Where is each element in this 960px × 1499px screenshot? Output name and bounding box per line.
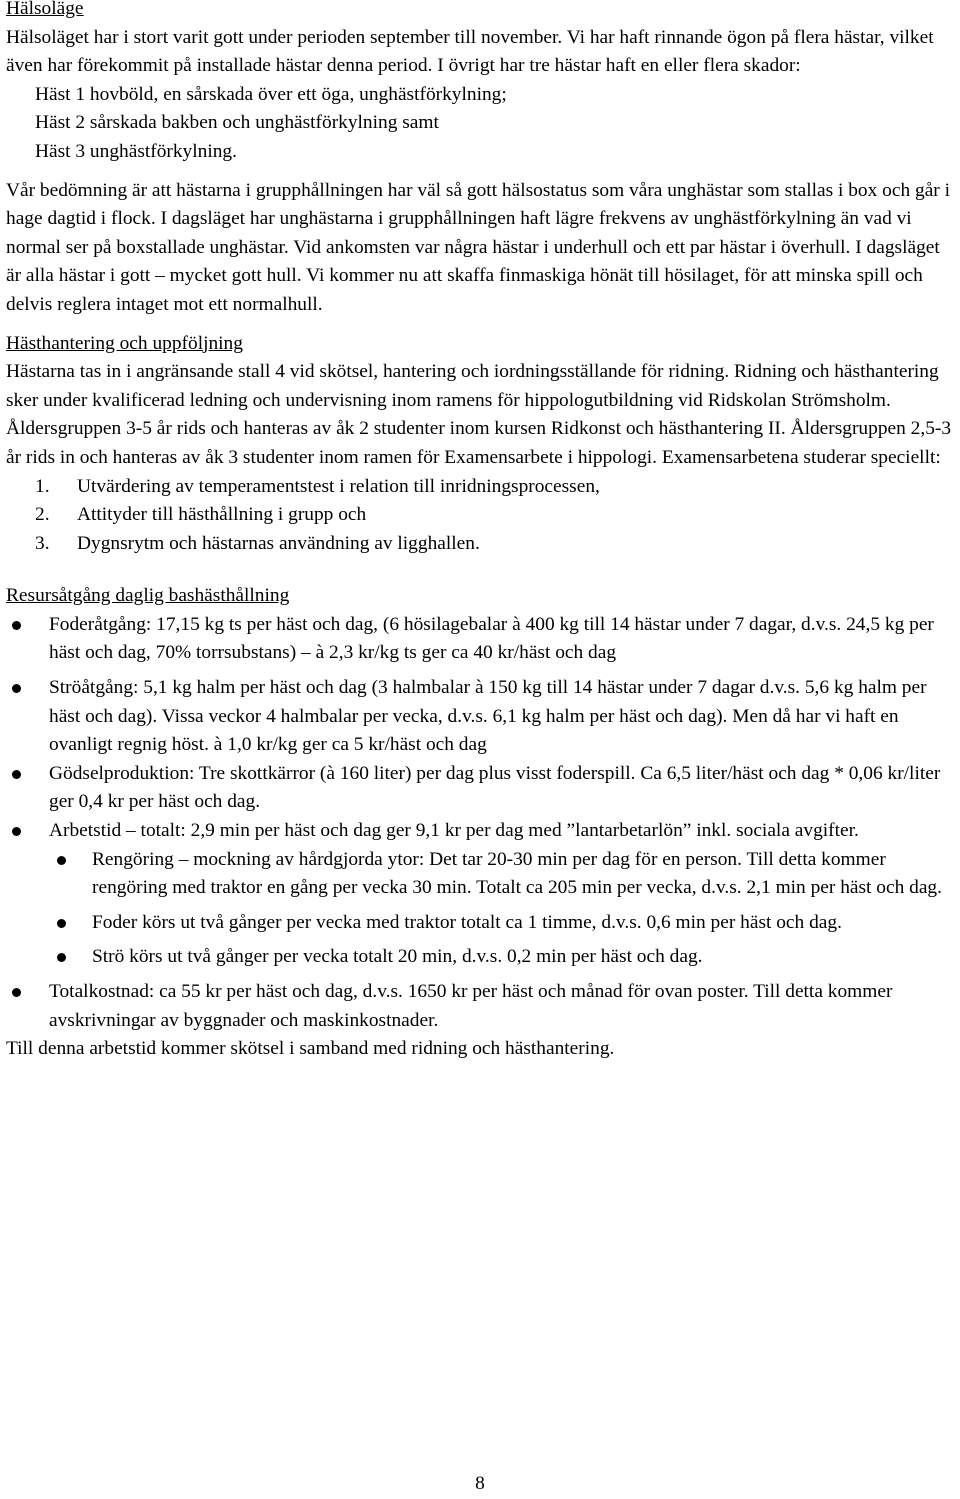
list-item-number: 3. (35, 532, 50, 554)
bullet-item-arbetstid (6, 817, 956, 972)
bullet-icon (12, 684, 21, 693)
bullet-icon (57, 919, 66, 928)
document-page (6, 0, 956, 1064)
halsolage-intro: Hälsoläget har i stort varit gott under perioden september till november. Vi har haft rinnande ögon på flera hästar, vilket även har förekommit på installade hästar denna period. I övrigt har tre hästar haft en eller flera skador: (6, 26, 934, 77)
sub-bullet-text: Strö körs ut två gånger per vecka totalt 20 min, d.v.s. 0,2 min per häst och dag. (92, 946, 703, 968)
list-item (6, 473, 956, 502)
section-heading-hasthantering: Hästhantering och uppföljning (6, 332, 243, 354)
sub-bullet-item-rengoring (49, 846, 956, 903)
bullet-icon (12, 770, 21, 779)
bullet-icon (12, 621, 21, 630)
list-item (6, 530, 956, 559)
bullet-icon (12, 988, 21, 997)
list-item (6, 501, 956, 530)
section-heading-halsolage: Hälsoläge (6, 0, 84, 19)
horse-line-1: Häst 1 hovböld, en sårskada över ett öga, unghästförkylning; (35, 83, 507, 105)
list-item-number: 1. (35, 475, 50, 497)
list-item-text: Dygnsrytm och hästarnas användning av ligghallen. (77, 532, 480, 554)
page-number: 8 (475, 1473, 485, 1494)
sub-bullet-text: Foder körs ut två gånger per vecka med traktor totalt ca 1 timme, d.v.s. 0,6 min per häst och dag. (92, 911, 842, 933)
sub-bullet-item-foder (49, 909, 956, 938)
bullet-item-foder (6, 611, 956, 668)
bullet-icon (12, 827, 21, 836)
horse-line-2: Häst 2 sårskada bakben och unghästförkylning samt (35, 112, 439, 134)
bullet-item-godsel (6, 760, 956, 817)
bullet-list (6, 611, 956, 1035)
halsolage-assessment: Vår bedömning är att hästarna i grupphållningen har väl så gott hälsostatus som våra unghästar som stallas i box och går i hage dagtid i flock. I dagsläget har unghästarna i grupphållningen haft lägre frekvens av unghästförkylning än vad vi normal ser på boxstallade unghästar. Vid ankomsten var några hästar i underhull och ett par hästar i överhull. I dagsläget är alla hästar i gott – mycket gott hull. Vi kommer nu att skaffa finmaskiga hönät till hösilaget, för att minska spill och delvis reglera intaget mot ett normalhull. (6, 179, 950, 315)
bullet-text: Gödselproduktion: Tre skottkärror (à 160 liter) per dag plus visst foderspill. Ca 6,5 liter/häst och dag * 0,06 kr/liter ger 0,4 kr per häst och dag. (49, 762, 941, 813)
list-item-text: Utvärdering av temperamentstest i relation till inridningsprocessen, (77, 475, 600, 497)
numbered-list (6, 473, 956, 559)
section-heading-resurs: Resursåtgång daglig bashästhållning (6, 585, 290, 607)
bullet-icon (57, 856, 66, 865)
hasthantering-body: Hästarna tas in i angränsande stall 4 vid skötsel, hantering och iordningsställande för ridning. Ridning och hästhantering sker under kvalificerad ledning och undervisning inom ramens för hippologutbildning vid Ridskolan Strömsholm. Åldersgruppen 3-5 år rids och hanteras av åk 2 studenter inom kursen Ridkonst och hästhantering II. Åldersgruppen 2,5-3 år rids in och hanteras av åk 3 studenter inom ramen för Examensarbete i hippologi. Examensarbetena studerar speciellt: (6, 361, 952, 468)
bullet-text: Arbetstid – totalt: 2,9 min per häst och dag ger 9,1 kr per dag med ”lantarbetarlön” inkl. sociala avgifter. (49, 820, 859, 842)
sub-bullet-list (49, 846, 956, 972)
bullet-text: Totalkostnad: ca 55 kr per häst och dag, d.v.s. 1650 kr per häst och månad för ovan poster. Till detta kommer avskrivningar av byggnader och maskinkostnader. (49, 981, 893, 1031)
horse-line-3: Häst 3 unghästförkylning. (35, 140, 237, 162)
sub-bullet-item-stro (49, 943, 956, 972)
list-item-text: Attityder till hästhållning i grupp och (77, 504, 367, 526)
bullet-item-totalkostnad (6, 978, 956, 1035)
sub-bullet-text: Rengöring – mockning av hårdgjorda ytor: Det tar 20-30 min per dag för en person. Till detta kommer rengöring med traktor en gång per vecka 30 min. Totalt ca 205 min per vecka, d.v.s. 2,1 min per häst och dag. (92, 848, 942, 899)
closing-text: Till denna arbetstid kommer skötsel i samband med ridning och hästhantering. (6, 1038, 615, 1060)
bullet-icon (57, 953, 66, 962)
list-item-number: 2. (35, 504, 50, 526)
bullet-text: Foderåtgång: 17,15 kg ts per häst och dag, (6 hösilagebalar à 400 kg till 14 hästar under 7 dagar, d.v.s. 24,5 kg per häst och dag, 70% torrsubstans) – à 2,3 kr/kg ts ger ca 40 kr/häst och dag (49, 613, 934, 664)
bullet-text: Ströåtgång: 5,1 kg halm per häst och dag (3 halmbalar à 150 kg till 14 hästar under 7 dagar d.v.s. 5,6 kg halm per häst och dag). Vissa veckor 4 halmbalar per vecka, d.v.s. 6,1 kg halm per häst och dag). Men då har vi haft en ovanligt regnig höst. à 1,0 kr/kg ger ca 5 kr/häst och dag (49, 677, 927, 756)
bullet-item-stro (6, 674, 956, 760)
